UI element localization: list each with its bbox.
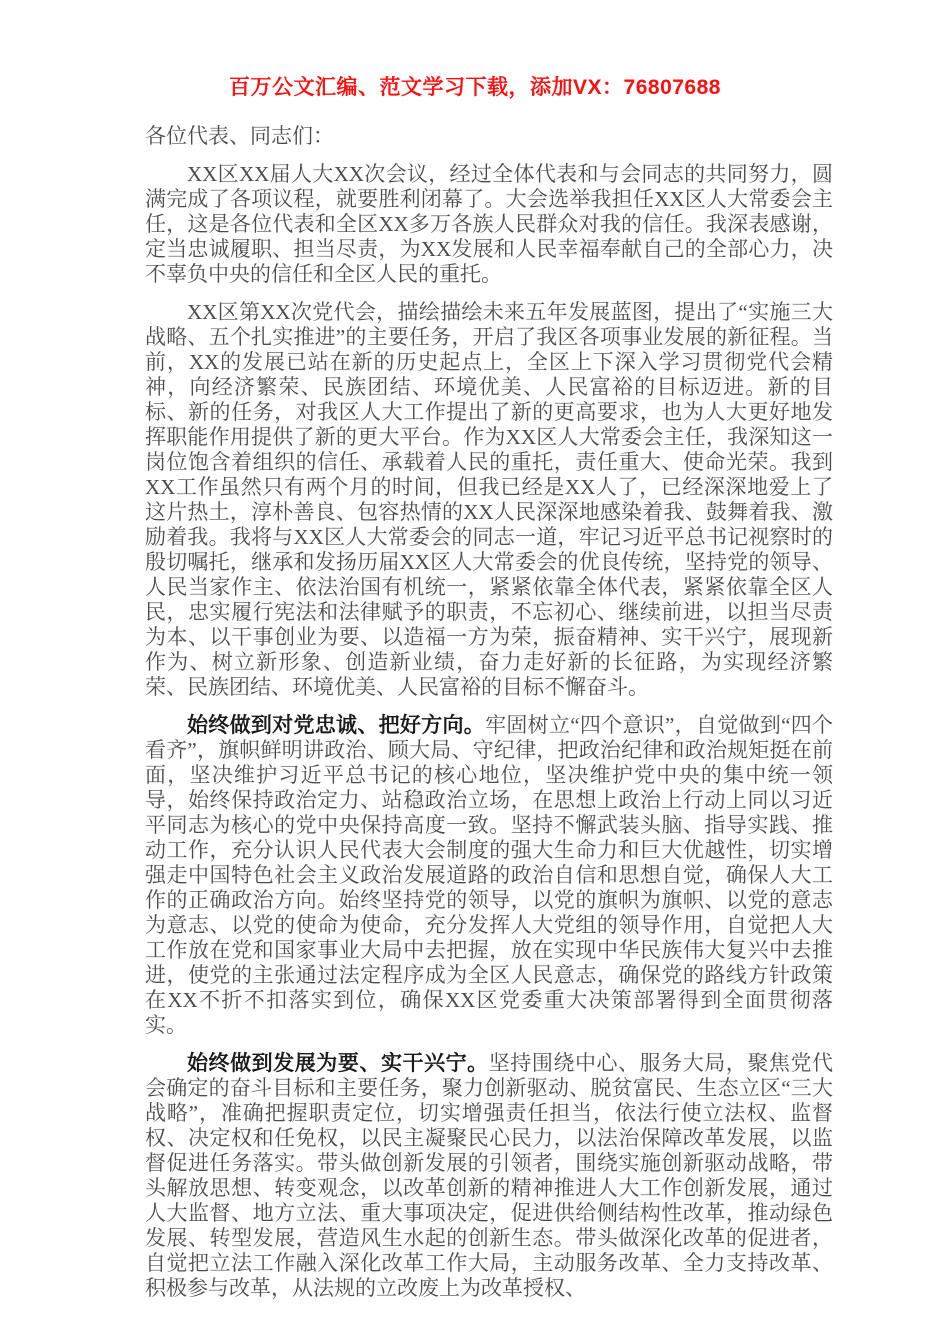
paragraph-1 (145, 162, 833, 287)
paragraph-3 (145, 713, 833, 1038)
paragraph-4-lead: 始终做到发展为要、实干兴宁。 (187, 1052, 489, 1075)
paragraph-4 (145, 1051, 833, 1301)
paragraph-4-text: 坚持围绕中心、服务大局，聚焦党代会确定的奋斗目标和主要任务，聚力创新驱动、脱贫富民、生态立区“三大战略”，准确把握职责定位，切实增强责任担当，依法行使立法权、监督权、决定权和任免权，以民主凝聚民心民力，以法治保障改革发展，以监督促进任务落实。带头做创新发展的引领者，围绕实施创新驱动战略，带头解放思想、转变观念，以改革创新的精神推进人大工作创新发展，通过人大监督、地方立法、重大事项决定，促进供给侧结构性改革，推动绿色发展、转型发展，营造风生水起的创新生态。带头做深化改革的促进者，自觉把立法工作融入深化改革工作大局，主动服务改革、全力支持改革、积极参与改革，从法规的立改废上为改革授权、 (145, 1051, 834, 1300)
header-watermark-notice: 百万公文汇编、范文学习下载，添加VX：76807688 (229, 76, 721, 99)
salutation: 各位代表、同志们： (145, 124, 334, 148)
paragraph-1-text: XX区XX届人大XX次会议，经过全体代表和与会同志的共同努力，圆满完成了各项议程，就要胜利闭幕了。大会选举我担任XX区人大常委会主任，这是各位代表和全区XX多万各族人民群众对我的信任。我深表感谢，定当忠诚履职、担当尽责，为XX发展和人民幸福奉献自己的全部心力，决不辜负中央的信任和全区人民的重托。 (145, 162, 833, 286)
paragraph-2-text: XX区第XX次党代会，描绘描绘未来五年发展蓝图，提出了“实施三大战略、五个扎实推进”的主要任务，开启了我区各项事业发展的新征程。当前，XX的发展已站在新的历史起点上，全区上下深入学习贯彻党代会精神，向经济繁荣、民族团结、环境优美、人民富裕的目标迈进。新的目标、新的任务，对我区人大工作提出了新的更高要求，也为人大更好地发挥职能作用提供了新的更大平台。作为XX区人大常委会主任，我深知这一岗位饱含着组织的信任、承载着人民的重托，责任重大、使命光荣。我到XX工作虽然只有两个月的时间，但我已经是XX人了，已经深深地爱上了这片热土，淳朴善良、包容热情的XX人民深深地感染着我、鼓舞着我、激励着我。我将与XX区人大常委会的同志一道，牢记习近平总书记视察时的殷切嘱托，继承和发扬历届XX区人大常委会的优良传统，坚持党的领导、人民当家作主、依法治国有机统一，紧紧依靠全体代表，紧紧依靠全区人民，忠实履行宪法和法律赋予的职责，不忘初心、继续前进，以担当尽责为本、以干事创业为要、以造福一方为荣，振奋精神、实干兴宁，展现新作为、树立新形象、创造新业绩，奋力走好新的长征路，为实现经济繁荣、民族团结、环境优美、人民富裕的目标不懈奋斗。 (145, 300, 833, 699)
document-body (145, 124, 833, 1301)
paragraph-3-text: 牢固树立“四个意识”，自觉做到“四个看齐”，旗帜鲜明讲政治、顾大局、守纪律，把政治纪律和政治规矩挺在前面，坚决维护习近平总书记的核心地位，坚决维护党中央的集中统一领导，始终保持政治定力、站稳政治立场，在思想上政治上行动上同以习近平同志为核心的党中央保持高度一致。坚持不懈武装头脑、指导实践、推动工作，充分认识人民代表大会制度的强大生命力和巨大优越性，切实增强走中国特色社会主义政治发展道路的政治自信和思想自觉，确保人大工作的正确政治方向。始终坚持党的领导，以党的旗帜为旗帜、以党的意志为意志、以党的使命为使命，充分发挥人大党组的领导作用，自觉把人大工作放在党和国家事业大局中去把握，放在实现中华民族伟大复兴中去推进，使党的主张通过法定程序成为全区人民意志，确保党的路线方针政策在XX不折不扣落实到位，确保XX区党委重大决策部署得到全面贯彻落实。 (145, 713, 833, 1037)
paragraph-3-lead: 始终做到对党忠诚、把好方向。 (187, 714, 486, 737)
paragraph-2 (145, 300, 833, 700)
